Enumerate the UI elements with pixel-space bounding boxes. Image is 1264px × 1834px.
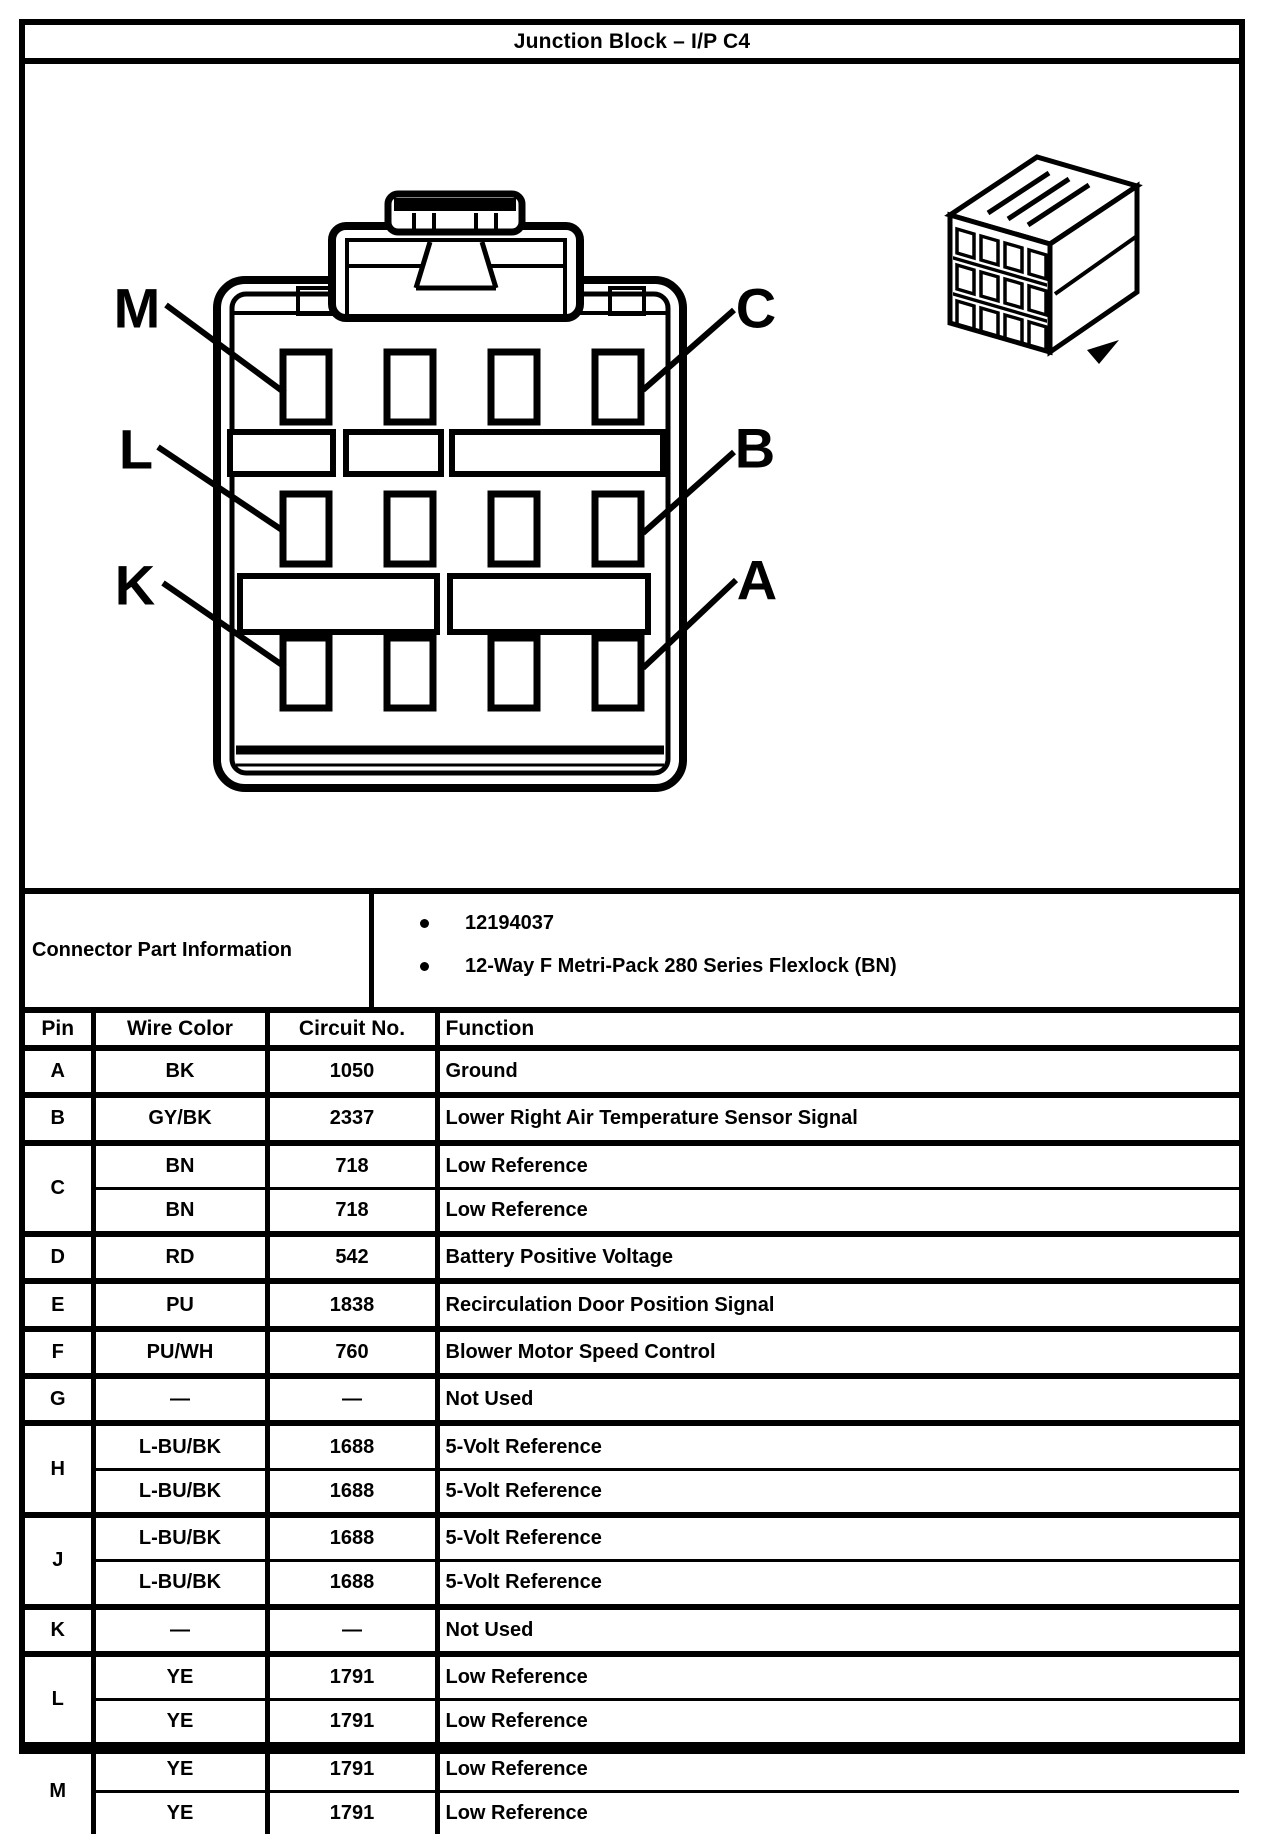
pin-label-l: L — [118, 417, 154, 481]
circuit-cell: 718 — [267, 1188, 437, 1234]
pin-cell: E — [25, 1281, 93, 1328]
circuit-cell: — — [267, 1376, 437, 1423]
table-row — [25, 1376, 1239, 1423]
wire-color-cell: YE — [93, 1700, 267, 1746]
pin-group-l — [25, 1654, 1239, 1746]
function-cell: Low Reference — [437, 1745, 1239, 1791]
title-bar — [25, 25, 1239, 64]
part-number-text: 12194037 — [465, 911, 554, 934]
bullet-icon — [420, 919, 429, 928]
page-title: Junction Block – I/P C4 — [513, 29, 751, 53]
function-cell: Low Reference — [437, 1700, 1239, 1746]
wire-color-cell: PU/WH — [93, 1329, 267, 1376]
pin-label-a: A — [736, 548, 778, 612]
circuit-cell: 1791 — [267, 1791, 437, 1834]
pin-cell: D — [25, 1234, 93, 1281]
function-cell: Not Used — [437, 1376, 1239, 1423]
circuit-cell: 1838 — [267, 1281, 437, 1328]
keying-rib — [452, 432, 663, 474]
pin-cavity — [595, 494, 641, 564]
wire-color-cell: BK — [93, 1048, 267, 1095]
function-cell: Low Reference — [437, 1188, 1239, 1234]
wire-color-cell: YE — [93, 1654, 267, 1700]
connector-type-item — [420, 951, 1239, 981]
circuit-cell: 2337 — [267, 1095, 437, 1142]
header-row — [25, 1013, 1239, 1048]
table-row — [25, 1700, 1239, 1746]
connector-type-text: 12-Way F Metri-Pack 280 Series Flexlock (BN) — [465, 954, 897, 977]
pin-cavity — [491, 494, 537, 564]
function-cell: Lower Right Air Temperature Sensor Signal — [437, 1095, 1239, 1142]
keying-rib — [346, 432, 441, 474]
pin-group-g — [25, 1376, 1239, 1423]
circuit-cell: 1688 — [267, 1469, 437, 1515]
table-row — [25, 1329, 1239, 1376]
pin-cell: C — [25, 1143, 93, 1235]
wire-color-cell: L-BU/BK — [93, 1515, 267, 1561]
table-row — [25, 1469, 1239, 1515]
wire-color-cell: GY/BK — [93, 1095, 267, 1142]
wire-color-cell: L-BU/BK — [93, 1469, 267, 1515]
part-info-label-cell — [25, 894, 374, 1007]
wire-color-cell: BN — [93, 1143, 267, 1189]
pin-group-k — [25, 1607, 1239, 1654]
table-row — [25, 1048, 1239, 1095]
pin-label-b: B — [734, 416, 776, 480]
part-number-item — [420, 908, 1239, 938]
table-row — [25, 1281, 1239, 1328]
wire-color-cell: YE — [93, 1745, 267, 1791]
table-row — [25, 1234, 1239, 1281]
function-cell: Not Used — [437, 1607, 1239, 1654]
circuit-cell: 1050 — [267, 1048, 437, 1095]
pin-group-m — [25, 1745, 1239, 1834]
column-header-function: Function — [437, 1013, 1239, 1048]
wire-color-cell: PU — [93, 1281, 267, 1328]
connector-part-info-row — [25, 888, 1239, 1013]
part-info-label: Connector Part Information — [32, 939, 293, 961]
column-header-circuit: Circuit No. — [267, 1013, 437, 1048]
wire-color-cell: BN — [93, 1188, 267, 1234]
iso-arrow-icon — [1087, 340, 1119, 364]
function-cell: 5-Volt Reference — [437, 1423, 1239, 1469]
pin-cavity — [491, 638, 537, 708]
table-header — [25, 1013, 1239, 1048]
column-header-wire: Wire Color — [93, 1013, 267, 1048]
pin-cavity — [387, 638, 433, 708]
connector-front-view — [217, 194, 683, 788]
pin-cavity — [595, 352, 641, 422]
page-frame — [19, 19, 1245, 1824]
connector-diagram-svg — [25, 64, 1239, 888]
table-row — [25, 1188, 1239, 1234]
pin-cavity — [387, 494, 433, 564]
column-header-pin: Pin — [25, 1013, 93, 1048]
connector-3d-view — [950, 157, 1137, 364]
table-row — [25, 1791, 1239, 1834]
table-row — [25, 1654, 1239, 1700]
function-cell: Low Reference — [437, 1791, 1239, 1834]
function-cell: Recirculation Door Position Signal — [437, 1281, 1239, 1328]
keying-rib — [450, 576, 648, 632]
pin-group-c — [25, 1143, 1239, 1235]
circuit-cell: 718 — [267, 1143, 437, 1189]
keying-rib — [230, 432, 333, 474]
pin-group-d — [25, 1234, 1239, 1281]
pin-group-b — [25, 1095, 1239, 1142]
table-row — [25, 1515, 1239, 1561]
wire-color-cell: L-BU/BK — [93, 1423, 267, 1469]
function-cell: Low Reference — [437, 1143, 1239, 1189]
wire-color-cell: L-BU/BK — [93, 1561, 267, 1607]
pin-cavity — [491, 352, 537, 422]
pin-cell: K — [25, 1607, 93, 1654]
circuit-cell: 1688 — [267, 1561, 437, 1607]
pin-cell: H — [25, 1423, 93, 1515]
bullet-icon — [420, 962, 429, 971]
function-cell: 5-Volt Reference — [437, 1561, 1239, 1607]
tab-filled-bar — [394, 198, 516, 211]
pin-cavity — [283, 494, 329, 564]
circuit-cell: 1688 — [267, 1515, 437, 1561]
function-cell: 5-Volt Reference — [437, 1515, 1239, 1561]
pin-label-k: K — [114, 553, 156, 617]
latch-tab — [388, 194, 522, 232]
function-cell: Blower Motor Speed Control — [437, 1329, 1239, 1376]
part-info-bullets — [374, 894, 1239, 1007]
table-row — [25, 1423, 1239, 1469]
function-cell: Low Reference — [437, 1654, 1239, 1700]
wire-color-cell: YE — [93, 1791, 267, 1834]
table-row — [25, 1607, 1239, 1654]
table-row — [25, 1561, 1239, 1607]
pin-group-f — [25, 1329, 1239, 1376]
circuit-cell: 760 — [267, 1329, 437, 1376]
pin-cell: F — [25, 1329, 93, 1376]
pin-cavity — [387, 352, 433, 422]
pin-cavity — [283, 352, 329, 422]
wire-color-cell: RD — [93, 1234, 267, 1281]
pin-group-e — [25, 1281, 1239, 1328]
pin-cell: B — [25, 1095, 93, 1142]
wire-color-cell: — — [93, 1607, 267, 1654]
circuit-cell: 1791 — [267, 1745, 437, 1791]
pin-group-j — [25, 1515, 1239, 1607]
circuit-cell: 542 — [267, 1234, 437, 1281]
function-cell: Ground — [437, 1048, 1239, 1095]
pin-cavity — [595, 638, 641, 708]
circuit-cell: 1791 — [267, 1654, 437, 1700]
connector-diagram — [25, 64, 1239, 888]
pin-cavity — [283, 638, 329, 708]
pin-cell: A — [25, 1048, 93, 1095]
table-row — [25, 1745, 1239, 1791]
latch-tower — [332, 226, 580, 318]
table-row — [25, 1143, 1239, 1189]
pin-group-h — [25, 1423, 1239, 1515]
pin-cell: J — [25, 1515, 93, 1607]
pin-label-c: C — [735, 276, 777, 340]
wire-color-cell: — — [93, 1376, 267, 1423]
table-row — [25, 1095, 1239, 1142]
circuit-cell: 1688 — [267, 1423, 437, 1469]
circuit-cell: 1791 — [267, 1700, 437, 1746]
pin-cell: G — [25, 1376, 93, 1423]
keying-rib — [240, 576, 437, 632]
function-cell: 5-Volt Reference — [437, 1469, 1239, 1515]
pin-label-m: M — [113, 276, 161, 340]
pinout-table — [25, 1013, 1239, 1834]
pin-group-a — [25, 1048, 1239, 1095]
circuit-cell: — — [267, 1607, 437, 1654]
function-cell: Battery Positive Voltage — [437, 1234, 1239, 1281]
pin-cell: L — [25, 1654, 93, 1746]
pin-cell: M — [25, 1745, 93, 1834]
